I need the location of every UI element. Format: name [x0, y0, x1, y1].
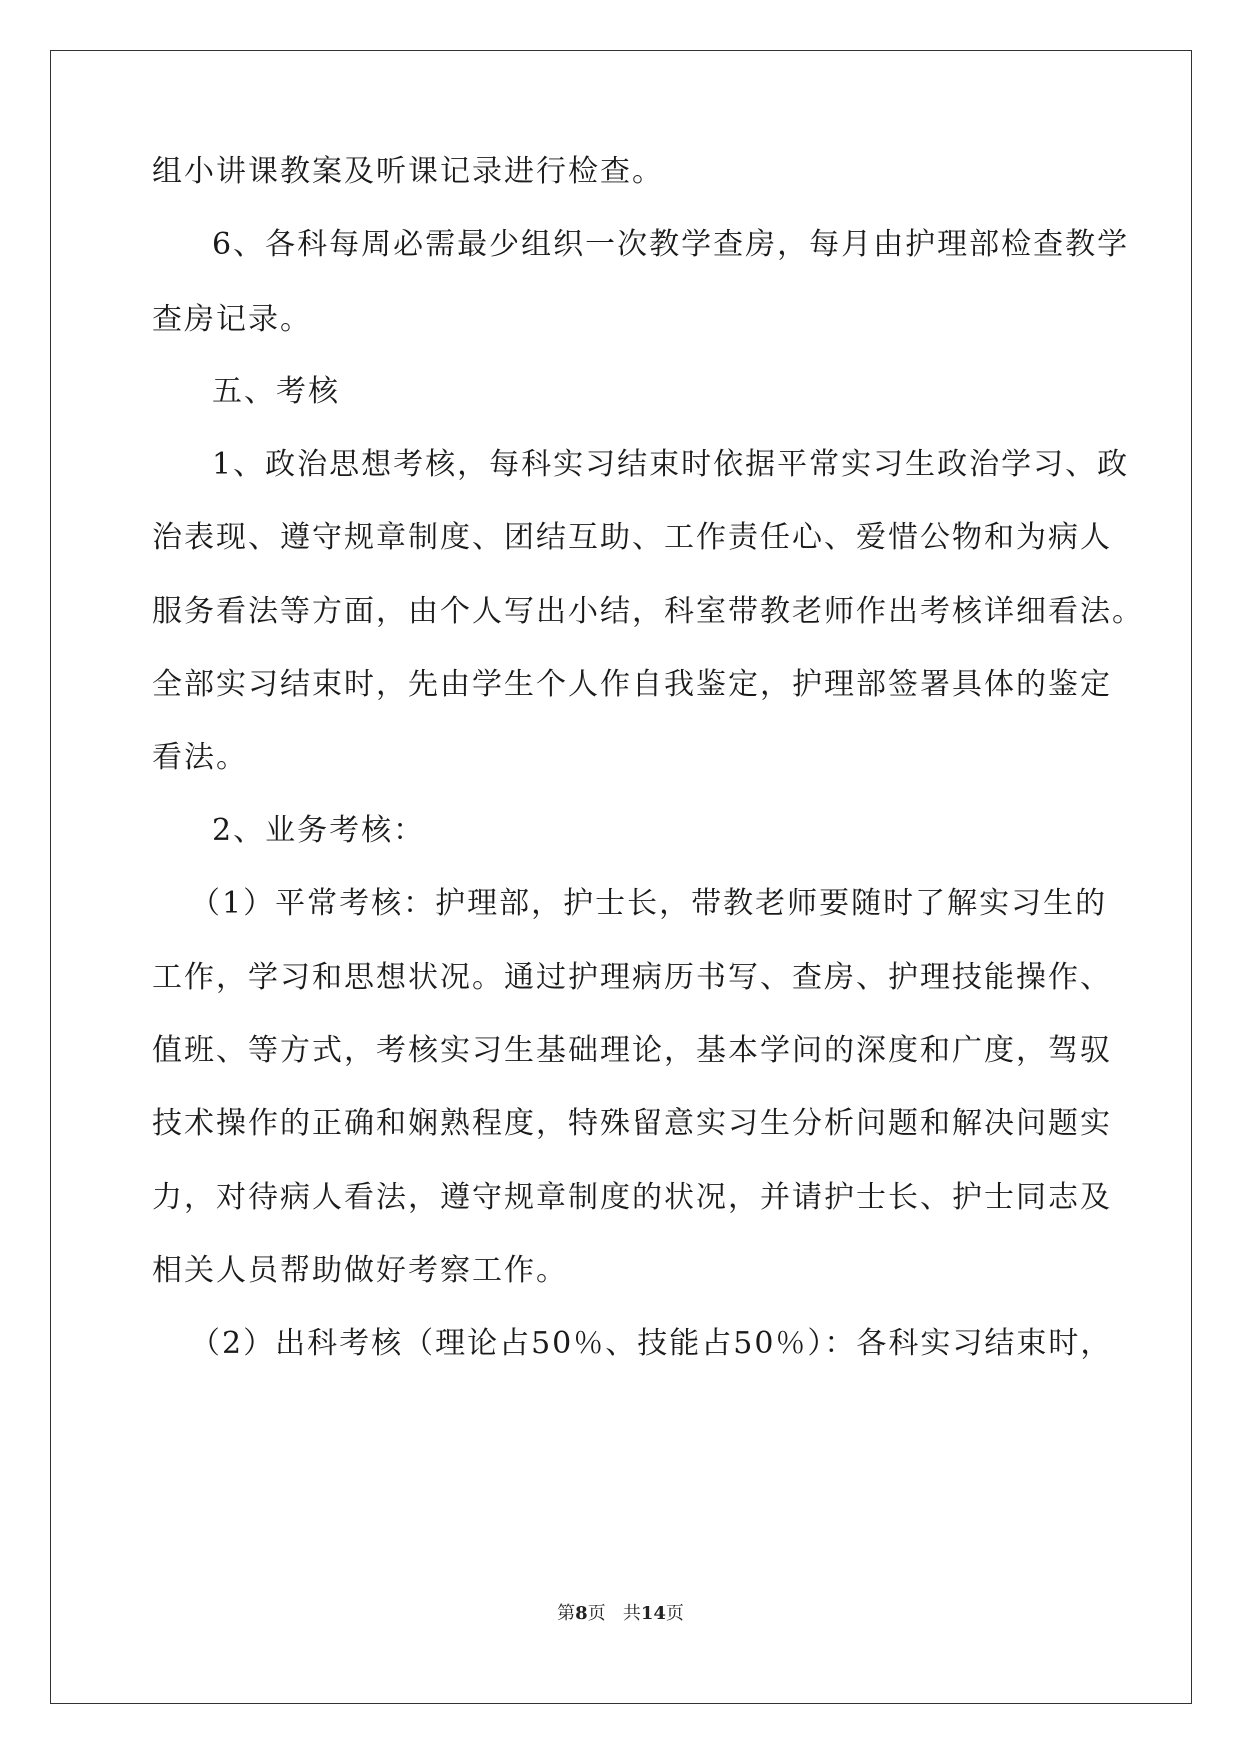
- current-page-number: 8: [575, 1603, 588, 1624]
- body-line: （2）出科考核（理论占50％、技能占50％）：各科实习结束时，: [190, 1326, 1113, 1361]
- body-line: 工作，学习和思想状况。通过护理病历书写、查房、护理技能操作、: [152, 960, 1112, 995]
- body-line: 查房记录。: [152, 302, 312, 337]
- body-line: 值班、等方式，考核实习生基础理论，基本学问的深度和广度，驾驭: [152, 1033, 1112, 1068]
- body-line: 1、政治思想考核，每科实习结束时依据平常实习生政治学习、政: [212, 447, 1130, 482]
- body-line: 全部实习结束时，先由学生个人作自我鉴定，护理部签署具体的鉴定: [152, 667, 1112, 702]
- footer-page-word: 页: [587, 1603, 606, 1624]
- body-line: （1）平常考核：护理部，护士长，带教老师要随时了解实习生的: [190, 886, 1108, 921]
- subsection-heading: 2、业务考核：: [212, 813, 426, 848]
- body-line: 服务看法等方面，由个人写出小结，科室带教老师作出考核详细看法。: [152, 594, 1144, 629]
- page-border: [50, 50, 1192, 1704]
- footer-total-prefix: 共: [622, 1603, 641, 1624]
- page-footer: [0, 1602, 1241, 1626]
- body-line: 6、各科每周必需最少组织一次教学查房，每月由护理部检查教学: [212, 227, 1130, 262]
- footer-prefix: 第: [557, 1603, 576, 1624]
- section-heading: 五、考核: [212, 374, 340, 409]
- body-line: 技术操作的正确和娴熟程度，特殊留意实习生分析问题和解决问题实: [152, 1106, 1112, 1141]
- footer-total-suffix: 页: [665, 1603, 684, 1624]
- body-line: 治表现、遵守规章制度、团结互助、工作责任心、爱惜公物和为病人: [152, 520, 1112, 555]
- body-line: 看法。: [152, 740, 248, 775]
- body-line: 力，对待病人看法，遵守规章制度的状况，并请护士长、护士同志及: [152, 1180, 1112, 1215]
- body-line: 相关人员帮助做好考察工作。: [152, 1253, 568, 1288]
- total-pages-number: 14: [640, 1603, 666, 1624]
- body-line: 组小讲课教案及听课记录进行检查。: [152, 154, 664, 189]
